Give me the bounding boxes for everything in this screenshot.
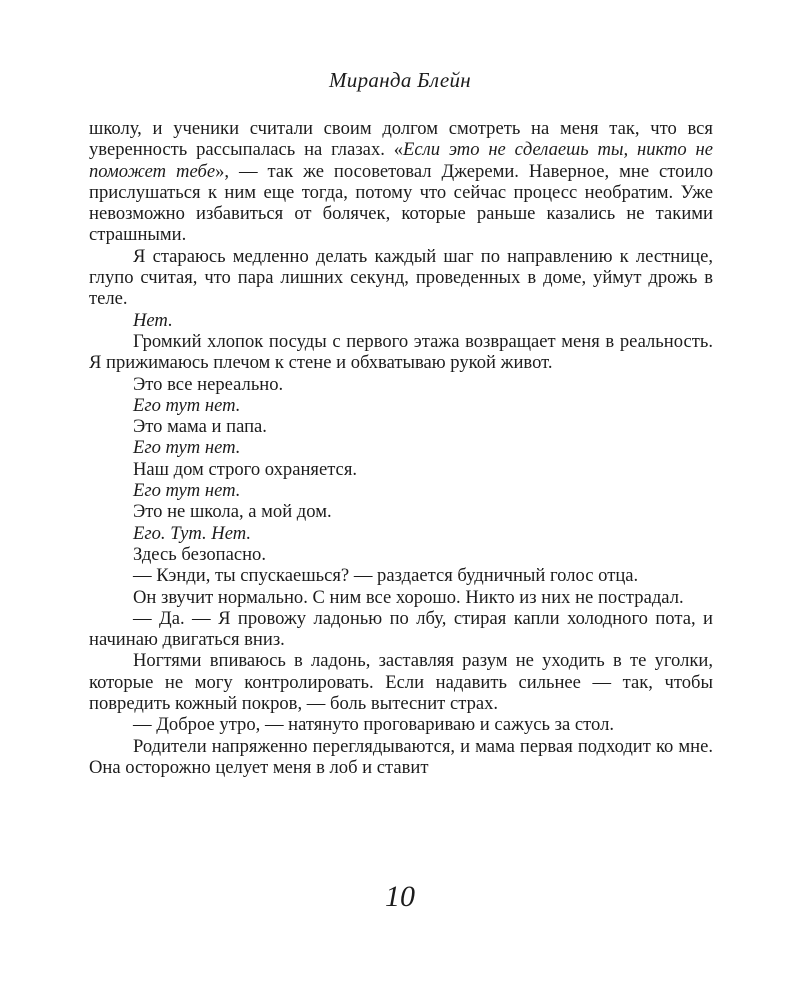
text-segment: Наш дом строго охраняется. — [133, 458, 358, 480]
paragraph — [89, 501, 713, 522]
paragraph — [89, 523, 713, 544]
paragraph — [89, 650, 713, 714]
paragraph — [89, 374, 713, 395]
paragraph — [89, 118, 713, 246]
paragraph — [89, 714, 713, 735]
dialogue-segment: — Да. — Я провожу ладонью по лбу, стирая капли холодного пота, и начинаю двигаться вниз. — [89, 607, 713, 651]
text-segment: Это все нереально. — [133, 373, 284, 395]
text-segment: », — так же посоветовал Джереми. Наверное, мне стоило прислушаться к ним еще тогда, потому что сейчас процесс необратим. Уже невозможно избавиться от болячек, которые раньше казались не такими страшными. — [89, 160, 714, 246]
paragraph — [89, 310, 713, 331]
text-segment: Это мама и папа. — [133, 416, 267, 438]
text-segment: Громкий хлопок посуды с первого этажа возвращает меня в реальность. Я прижимаюсь плечом к стене и обхватываю рукой живот. — [89, 330, 713, 374]
paragraph — [89, 395, 713, 416]
text-segment: Здесь безопасно. — [133, 543, 266, 565]
paragraph — [89, 437, 713, 458]
running-head-author: Миранда Блейн — [329, 68, 471, 92]
text-segment: Это не школа, а мой дом. — [133, 501, 332, 523]
paragraph — [89, 587, 713, 608]
italic-segment: Его. Тут. Нет. — [133, 522, 252, 544]
paragraph — [89, 416, 713, 437]
paragraph — [89, 565, 713, 586]
dialogue-segment: — Доброе утро, — натянуто проговариваю и сажусь за стол. — [133, 714, 614, 736]
text-segment: Он звучит нормально. С ним все хорошо. Никто из них не пострадал. — [133, 586, 684, 608]
italic-segment: Его тут нет. — [133, 437, 241, 459]
text-segment: Родители напряженно переглядываются, и мама первая подходит ко мне. Она осторожно целует меня в лоб и ставит — [89, 735, 713, 778]
paragraph — [89, 736, 713, 779]
paragraph — [89, 544, 713, 565]
paragraph — [89, 480, 713, 501]
paragraph — [89, 608, 713, 651]
paragraph — [89, 459, 713, 480]
text-segment: Ногтями впиваюсь в ладонь, заставляя разум не уходить в те уголки, которые не могу контролировать. Если надавить сильнее — так, чтобы повредить кожный покров, — боль вытеснит страх. — [89, 650, 713, 715]
italic-segment: Его тут нет. — [133, 394, 241, 416]
page-number: 10 — [385, 880, 415, 913]
italic-segment: Нет. — [133, 309, 173, 331]
italic-segment: Его тут нет. — [133, 480, 241, 502]
italic-segment: Если это не сделаешь ты, никто не поможет тебе — [89, 139, 713, 182]
paragraph — [89, 246, 713, 310]
paragraph — [89, 331, 713, 374]
dialogue-segment: — Кэнди, ты спускаешься? — раздается будничный голос отца. — [133, 565, 639, 587]
body-text — [89, 118, 713, 778]
text-segment: школу, и ученики считали своим долгом смотреть на меня так, что вся уверенность рассыпалась на глазах. « — [89, 118, 713, 161]
text-segment: Я стараюсь медленно делать каждый шаг по направлению к лестнице, глупо считая, что пара лишних секунд, проведенных в доме, уймут дрожь в теле. — [89, 245, 713, 310]
